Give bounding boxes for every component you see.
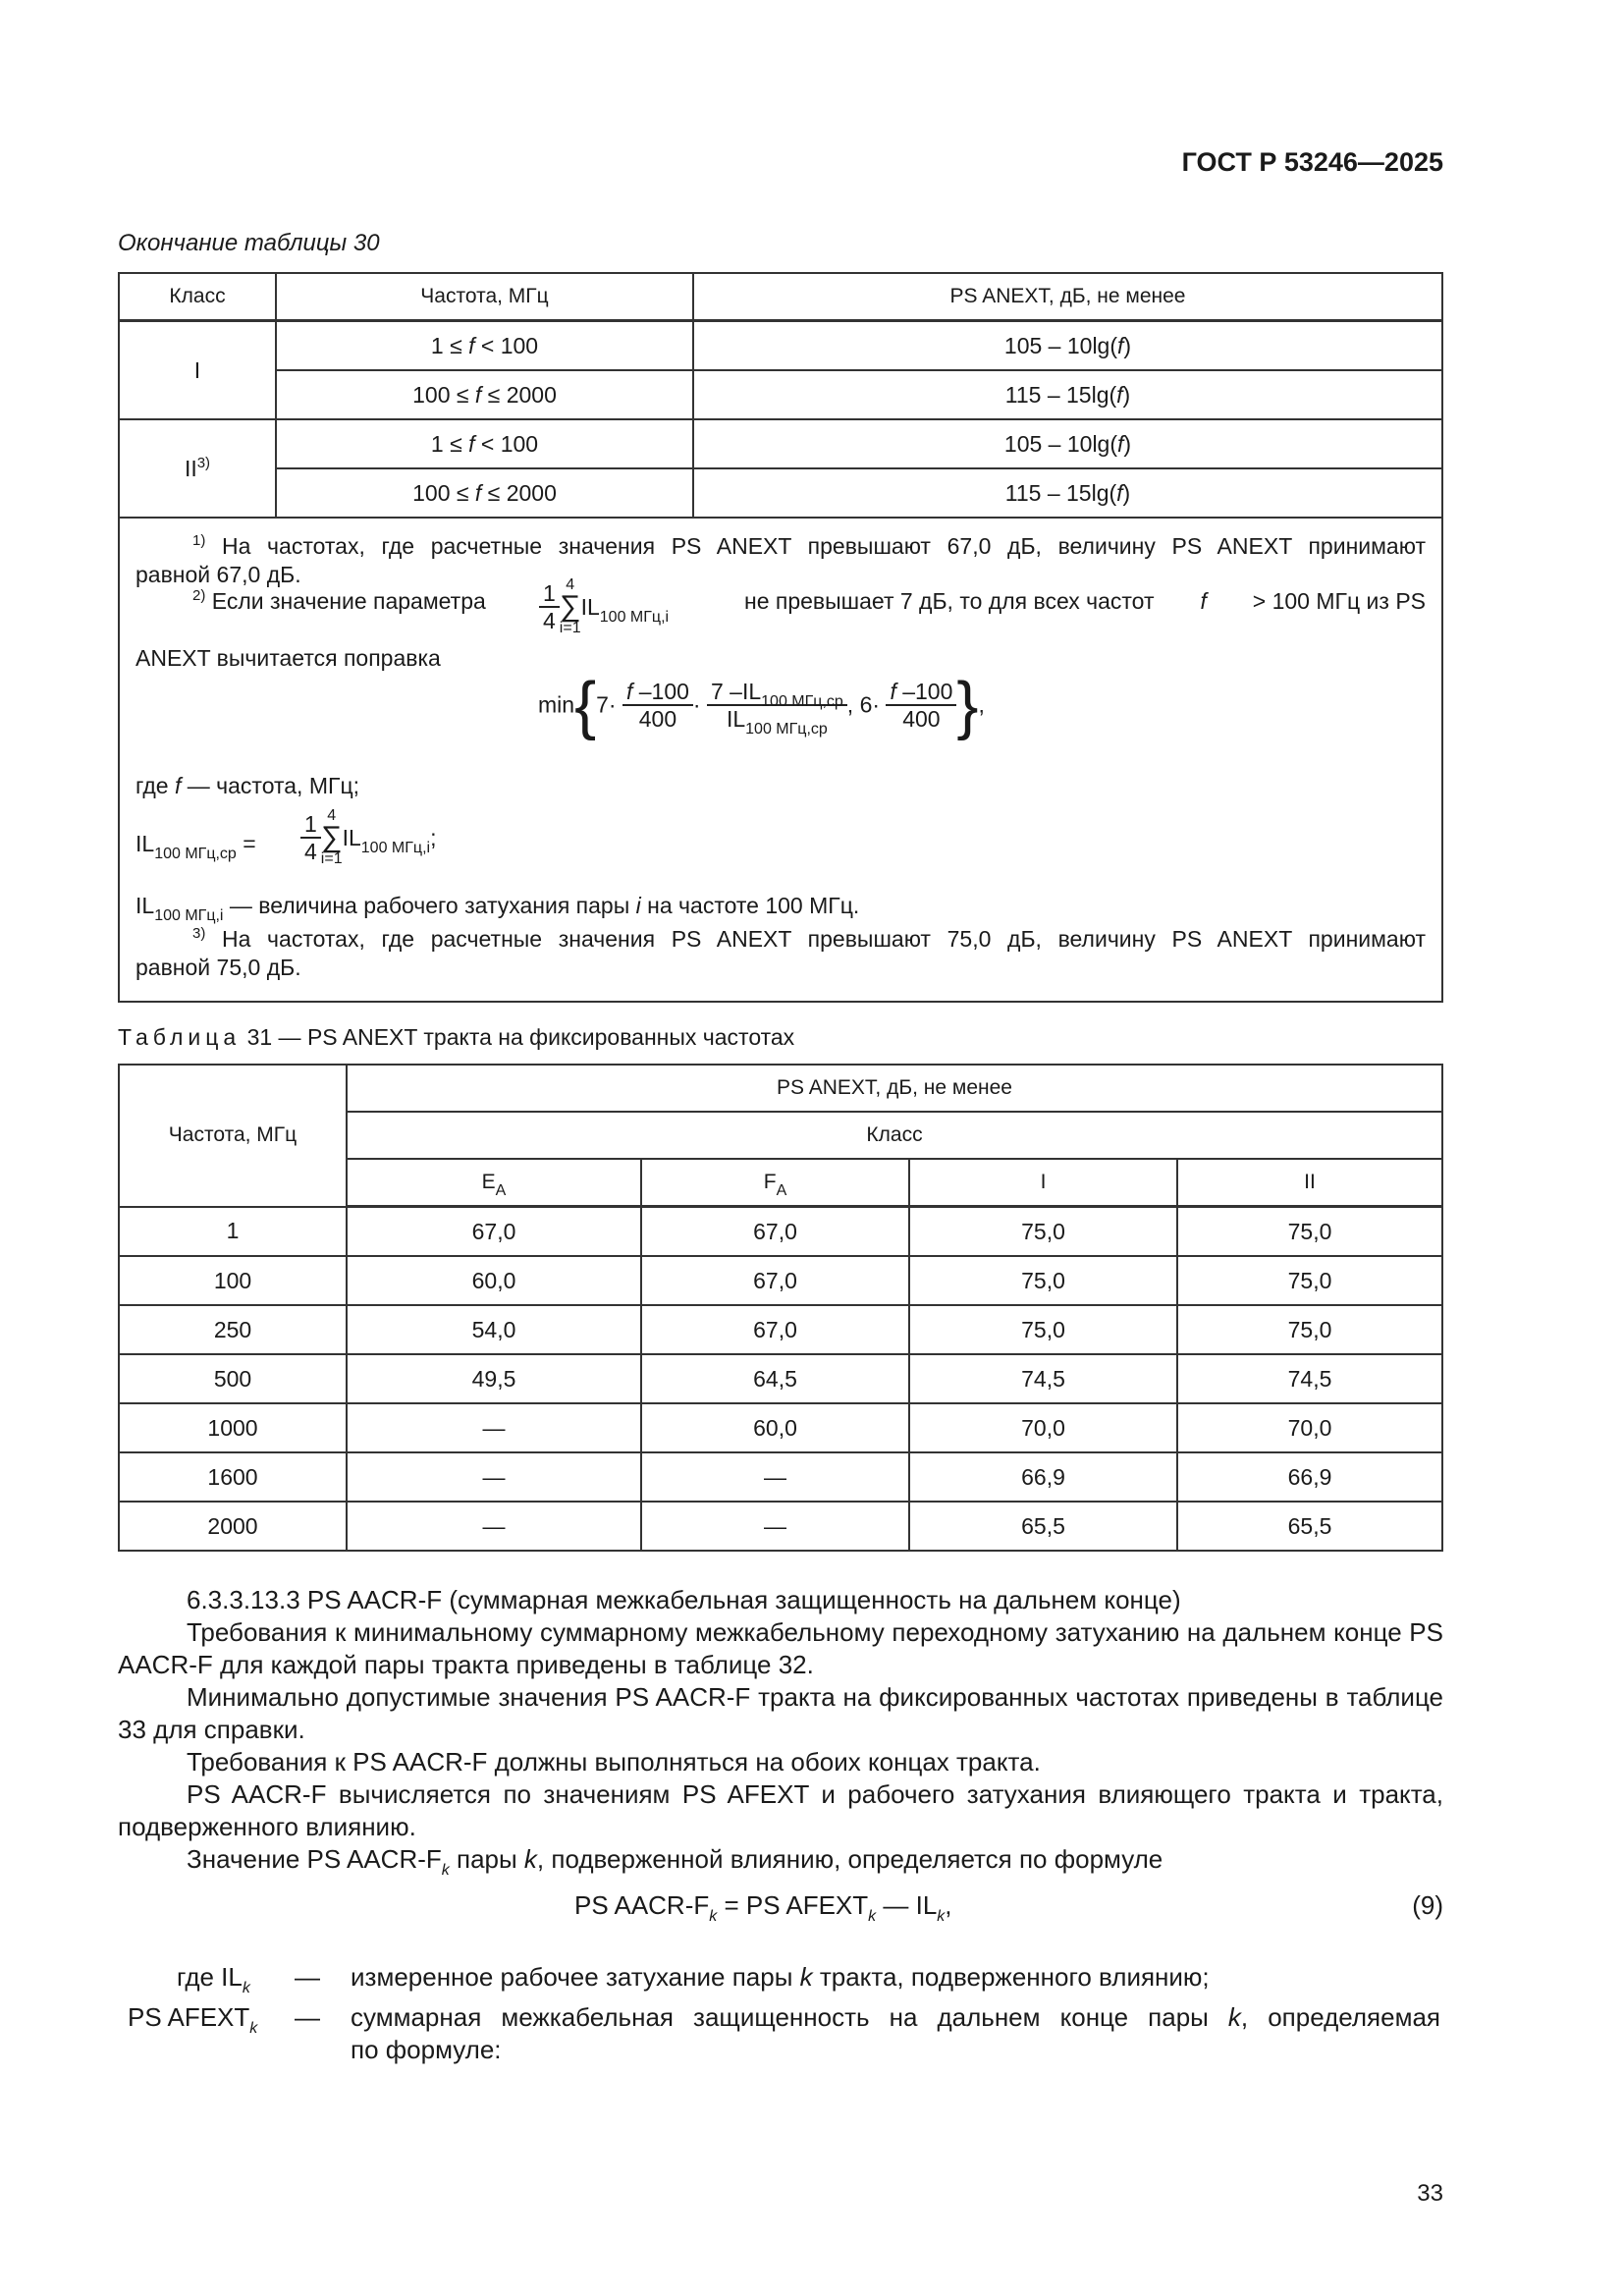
- value-cell: 49,5: [347, 1354, 641, 1403]
- freq-cell: 1 ≤ f < 100: [276, 419, 693, 468]
- frequency-cell: 1000: [119, 1403, 347, 1452]
- definition-2-dash: —: [295, 2002, 320, 2032]
- fraction-one-quarter: $\frac{1}{4}$: [539, 580, 560, 633]
- table31-body: [119, 1207, 1442, 1552]
- value-cell: 65,5: [1177, 1502, 1442, 1551]
- paragraph-4: PS AACR-F вычисляется по значениям PS AFEXT и рабочего затухания влияющего тракта и тракта, подверженного влиянию.: [118, 1779, 1443, 1841]
- header-class-i: I: [909, 1159, 1177, 1207]
- freq-cell: 1 ≤ f < 100: [276, 321, 693, 371]
- value-cell: —: [641, 1452, 909, 1502]
- where-f-line: где f — частота, МГц;: [135, 773, 360, 798]
- value-cell: 75,0: [1177, 1305, 1442, 1354]
- note-2-line-2: ANEXT вычитается поправка: [135, 645, 441, 671]
- value-cell: 67,0: [347, 1207, 641, 1257]
- table30-header-row: [119, 273, 1442, 321]
- table-row: [119, 419, 1442, 468]
- table-row: [119, 1502, 1442, 1551]
- header-class-ea: $E_A$: [347, 1159, 641, 1207]
- header-frequency: Частота, МГц: [119, 1065, 347, 1207]
- table-row: [119, 1207, 1442, 1257]
- table-31: [118, 1064, 1443, 1552]
- table-row: [119, 1452, 1442, 1502]
- table-row: [119, 468, 1442, 518]
- table-30: [118, 272, 1443, 519]
- value-cell: 65,5: [909, 1502, 1177, 1551]
- definition-2-term: PS $AFEXT_k$: [128, 2002, 258, 2037]
- value-cell: 75,0: [909, 1256, 1177, 1305]
- value-cell: 105 – 10lg(f): [693, 321, 1442, 371]
- frequency-cell: 100: [119, 1256, 347, 1305]
- definition-1-text: измеренное рабочее затухание пары k тракта, подверженного влиянию;: [351, 1962, 1210, 1992]
- value-cell: 66,9: [1177, 1452, 1442, 1502]
- value-cell: 115 – 15lg(f): [693, 370, 1442, 419]
- definition-2-text-cont: по формуле:: [351, 2035, 502, 2064]
- table-row: [119, 1305, 1442, 1354]
- value-cell: 66,9: [909, 1452, 1177, 1502]
- paragraph-1: Требования к минимальному суммарному межкабельному переходному затуханию на дальнем конце PS AACR-F для каждой пары тракта приведены в таблице 32.: [118, 1617, 1443, 1679]
- formula-9-expression: PS AACR-$F_k$ = PS $AFEXT_k$ — $IL_k$,: [574, 1890, 952, 1925]
- note-1-line-1: $^{1)}$ На частотах, где расчетные значения PS ANEXT превышают 67,0 дБ, величину PS ANEXT принимают: [192, 532, 1426, 559]
- value-cell: 105 – 10lg(f): [693, 419, 1442, 468]
- table30-notes: [118, 519, 1443, 1003]
- note-3-line-1: $^{3)}$ На частотах, где расчетные значения PS ANEXT превышают 75,0 дБ, величину PS ANEXT принимают: [192, 925, 1426, 952]
- header-ps-anext: PS ANEXT, дБ, не менее: [347, 1065, 1442, 1112]
- section-heading: 6.3.3.13.3 PS AACR-F (суммарная межкабельная защищенность на дальнем конце): [187, 1585, 1181, 1614]
- value-cell: 75,0: [1177, 1256, 1442, 1305]
- value-cell: 54,0: [347, 1305, 641, 1354]
- header-frequency: Частота, МГц: [276, 273, 693, 321]
- freq-cell: 100 ≤ f ≤ 2000: [276, 468, 693, 518]
- frequency-cell: 500: [119, 1354, 347, 1403]
- table-row: [119, 1256, 1442, 1305]
- value-cell: 67,0: [641, 1207, 909, 1257]
- value-cell: —: [347, 1502, 641, 1551]
- value-cell: —: [347, 1403, 641, 1452]
- definition-1-term: где $IL_k$: [177, 1962, 250, 1996]
- note-2-line-1: $^{2)}$ Если значение параметра $\frac{1}{4}$ 4 ∑ i=1 $IL_{100 МГц,i}$ не превышает 7 дБ, то для всех частот f > 100 МГц из PS: [192, 576, 1426, 636]
- header-ps-anext: PS ANEXT, дБ, не менее: [693, 273, 1442, 321]
- value-cell: 67,0: [641, 1305, 909, 1354]
- value-cell: 70,0: [1177, 1403, 1442, 1452]
- value-cell: 70,0: [909, 1403, 1177, 1452]
- header-class-ii: II: [1177, 1159, 1442, 1207]
- value-cell: 60,0: [347, 1256, 641, 1305]
- value-cell: 75,0: [1177, 1207, 1442, 1257]
- value-cell: 67,0: [641, 1256, 909, 1305]
- table-row: [119, 370, 1442, 419]
- paragraph-5: Значение PS AACR-$F_k$ пары k, подверженной влиянию, определяется по формуле: [187, 1844, 1163, 1879]
- formula-9-number: (9): [1412, 1890, 1443, 1920]
- frequency-cell: 2000: [119, 1502, 347, 1551]
- value-cell: 64,5: [641, 1354, 909, 1403]
- il-average-definition: $IL_{100 МГц,ср}$ = $\frac{1}{4}$ 4 ∑ i=1 $IL_{100 МГц,i}$;: [135, 807, 437, 867]
- value-cell: 74,5: [1177, 1354, 1442, 1403]
- correction-formula: min{7· $\frac{f -100}{400}$ · $\frac{7 -IL_{100 МГц,ср}}{IL_{100 МГц,ср}}$ , 6· $\frac{f -100}{400}$ },: [538, 668, 985, 741]
- standard-header: ГОСТ Р 53246—2025: [1181, 147, 1443, 177]
- value-cell: 74,5: [909, 1354, 1177, 1403]
- class-cell: I: [119, 321, 276, 420]
- value-cell: —: [641, 1502, 909, 1551]
- header-class: Класс: [119, 273, 276, 321]
- value-cell: 75,0: [909, 1207, 1177, 1257]
- table30-continuation-title: Окончание таблицы 30: [118, 230, 380, 256]
- paragraph-3: Требования к PS AACR-F должны выполняться на обоих концах тракта.: [187, 1747, 1041, 1777]
- definition-1-dash: —: [295, 1962, 320, 1992]
- note-3-line-2: равной 75,0 дБ.: [135, 955, 301, 980]
- table-row: [119, 1354, 1442, 1403]
- sum-symbol: 4 ∑ i=1: [559, 576, 581, 636]
- definition-2-text: суммарная межкабельная защищенность на дальнем конце пары k, определяемая: [351, 2002, 1440, 2032]
- frequency-cell: 250: [119, 1305, 347, 1354]
- frequency-cell: 1: [119, 1207, 347, 1257]
- value-cell: —: [347, 1452, 641, 1502]
- frequency-cell: 1600: [119, 1452, 347, 1502]
- class-cell: II$^{3)}$: [119, 419, 276, 518]
- value-cell: 115 – 15lg(f): [693, 468, 1442, 518]
- table31-header-row: [119, 1065, 1442, 1112]
- value-cell: 75,0: [909, 1305, 1177, 1354]
- table-row: [119, 1403, 1442, 1452]
- header-class: Класс: [347, 1112, 1442, 1159]
- page-number: 33: [1417, 2180, 1443, 2207]
- freq-cell: 100 ≤ f ≤ 2000: [276, 370, 693, 419]
- paragraph-2: Минимально допустимые значения PS AACR-F тракта на фиксированных частотах приведены в таблице 33 для справки.: [118, 1682, 1443, 1744]
- note-1-line-2: равной 67,0 дБ.: [135, 562, 301, 587]
- header-class-fa: $F_A$: [641, 1159, 909, 1207]
- il-i-definition: $IL_{100 МГц,i}$ — величина рабочего затухания пары i на частоте 100 МГц.: [135, 893, 860, 924]
- value-cell: 60,0: [641, 1403, 909, 1452]
- table-row: [119, 321, 1442, 371]
- table31-title: Таблица 31 — PS ANEXT тракта на фиксированных частотах: [118, 1024, 795, 1050]
